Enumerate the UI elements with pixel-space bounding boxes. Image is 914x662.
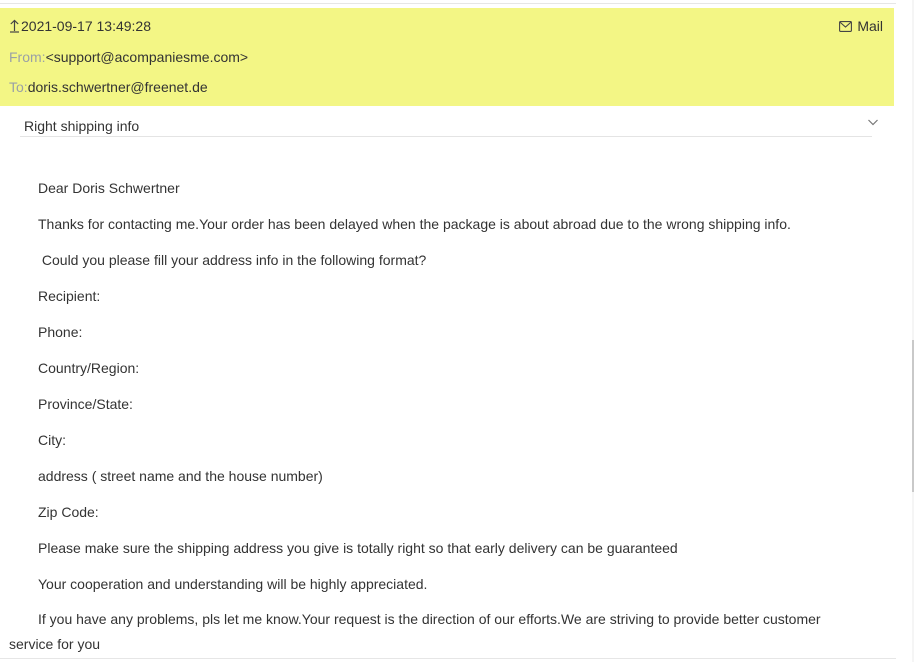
body-paragraph: Your cooperation and understanding will be highly appreciated. xyxy=(38,576,428,592)
chevron-down-icon[interactable] xyxy=(866,115,880,129)
from-label: From: xyxy=(9,49,46,65)
mail-button[interactable] xyxy=(839,17,883,35)
field-recipient: Recipient: xyxy=(38,288,101,304)
mail-icon xyxy=(839,21,852,32)
mail-label[interactable]: Mail xyxy=(857,18,883,34)
body-paragraph: Could you please fill your address info in the following format? xyxy=(38,252,427,268)
to-label: To: xyxy=(9,79,28,95)
body-paragraph: Please make sure the shipping address you give is totally right so that early delivery can be guaranteed xyxy=(38,540,678,556)
field-country: Country/Region: xyxy=(38,360,140,376)
from-address: <support@acompaniesme.com> xyxy=(45,49,249,65)
to-address: doris.schwertner@freenet.de xyxy=(27,79,208,95)
sent-datetime: 2021-09-17 13:49:28 xyxy=(21,18,151,34)
field-zip: Zip Code: xyxy=(38,504,99,520)
subject-title: Right shipping info xyxy=(24,118,140,134)
field-address: address ( street name and the house number) xyxy=(38,468,323,484)
field-city: City: xyxy=(38,432,66,448)
subject-bar[interactable] xyxy=(20,113,872,137)
upload-icon xyxy=(9,19,20,33)
to-row xyxy=(9,78,208,96)
greeting: Dear Doris Schwertner xyxy=(38,180,180,196)
body-paragraph: If you have any problems, pls let me know.Your request is the direction of our efforts.We are striving to provide better customer service for you xyxy=(9,611,821,652)
field-phone: Phone: xyxy=(38,324,83,340)
bottom-divider xyxy=(0,658,896,659)
email-header xyxy=(0,8,894,106)
body-paragraph: Thanks for contacting me.Your order has been delayed when the package is about abroad due to the wrong shipping info. xyxy=(38,216,791,232)
date-row xyxy=(9,17,151,35)
top-divider xyxy=(0,3,896,4)
from-row xyxy=(9,48,248,66)
field-province: Province/State: xyxy=(38,396,133,412)
